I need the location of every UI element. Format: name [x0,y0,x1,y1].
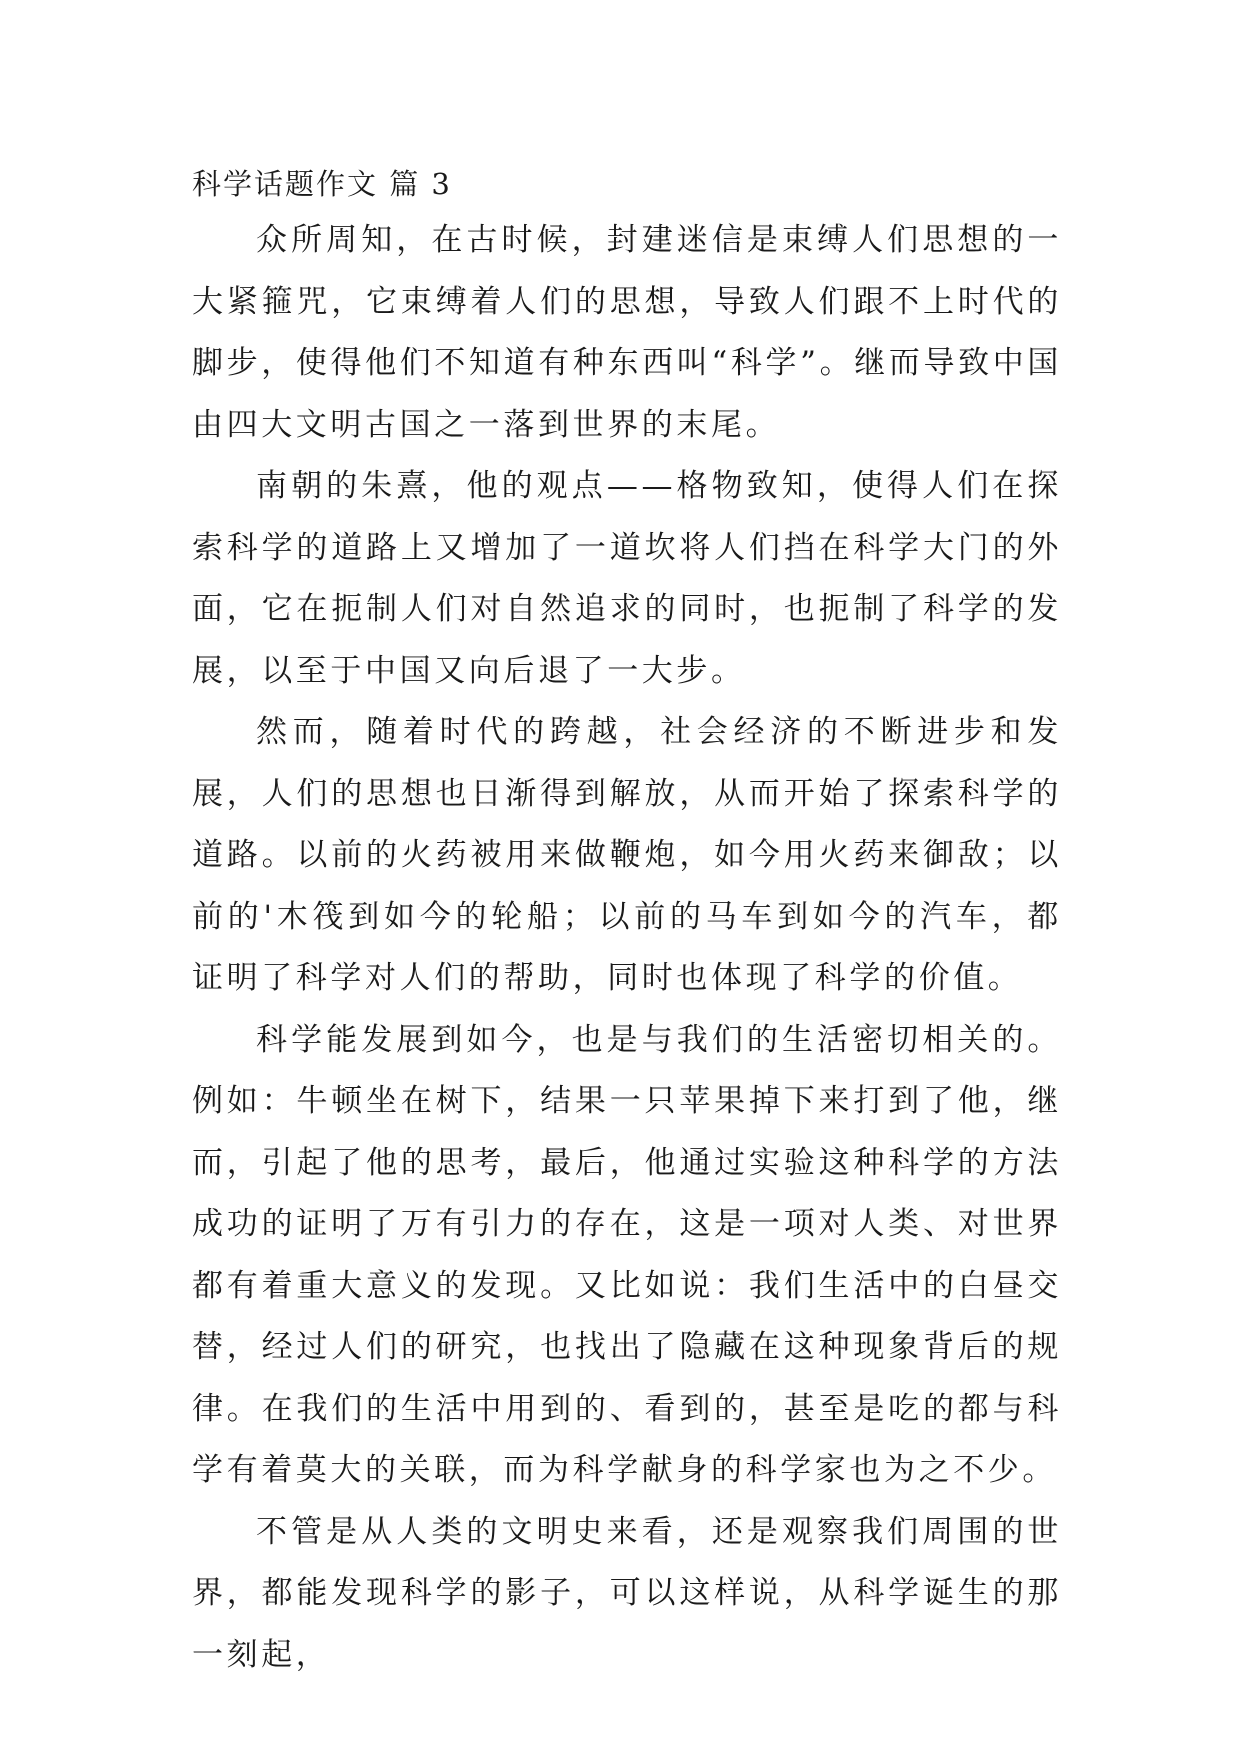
document-body [192,162,1062,1686]
paragraph: 众所周知，在古时候，封建迷信是束缚人们思想的一大紧箍咒，它束缚着人们的思想，导致人们跟不上时代的脚步，使得他们不知道有种东西叫“科学”。继而导致中国由四大文明古国之一落到世界的末尾。 [192,222,1062,443]
paragraph: 科学能发展到如今，也是与我们的生活密切相关的。例如：牛顿坐在树下，结果一只苹果掉下来打到了他，继而，引起了他的思考，最后，他通过实验这种科学的方法成功的证明了万有引力的存在，这是一项对人类、对世界都有着重大意义的发现。又比如说：我们生活中的白昼交替，经过人们的研究，也找出了隐藏在这种现象背后的规律。在我们的生活中用到的、看到的，甚至是吃的都与科学有着莫大的关联，而为科学献身的科学家也为之不少。 [192,1021,1062,1488]
section-title: 科学话题作文 篇 3 [192,167,452,201]
paragraph: 然而，随着时代的跨越，社会经济的不断进步和发展，人们的思想也日渐得到解放，从而开始了探索科学的道路。以前的火药被用来做鞭炮，如今用火药来御敌；以前的'木筏到如今的轮船；以前的马车到如今的汽车，都证明了科学对人们的帮助，同时也体现了科学的价值。 [192,714,1062,996]
paragraph: 南朝的朱熹，他的观点——格物致知，使得人们在探索科学的道路上又增加了一道坎将人们挡在科学大门的外面，它在扼制人们对自然追求的同时，也扼制了科学的发展，以至于中国又向后退了一大步。 [192,468,1062,689]
paragraph: 不管是从人类的文明史来看，还是观察我们周围的世界，都能发现科学的影子，可以这样说，从科学诞生的那一刻起， [192,1513,1062,1673]
